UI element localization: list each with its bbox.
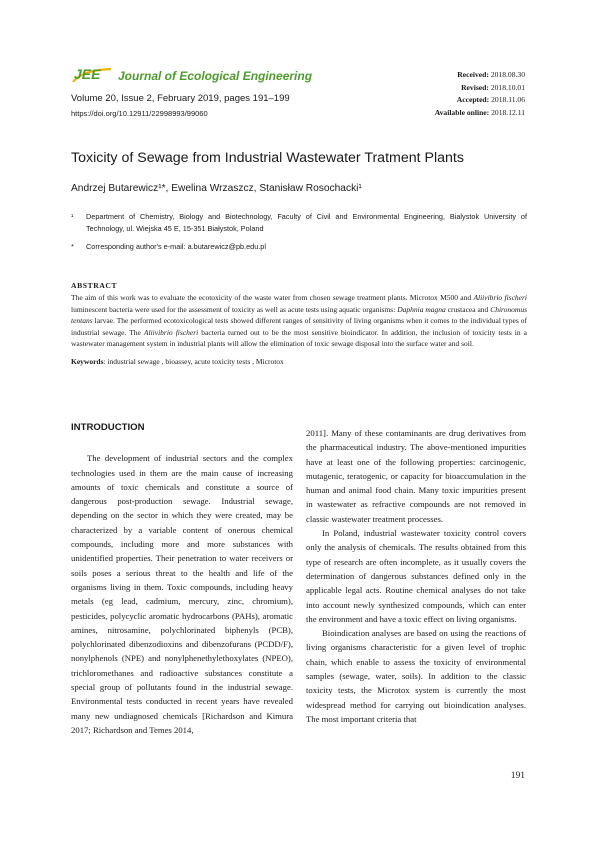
- section-heading-introduction: INTRODUCTION: [71, 422, 145, 433]
- article-title: Toxicity of Sewage from Industrial Wastewater Tratment Plants: [71, 150, 464, 166]
- date-available-online: Available online: 2018.12.11: [434, 107, 525, 117]
- body-paragraph: The development of industrial sectors and the complex technologies used in them are the main cause of increasing amounts of toxic chemicals and constitute a source of dangerous post-production sewage. Industrial sewage, depending on the sector in which they were created, may be characterized by a variable content of onerous chemical compounds, including more and more substances with unidentified properties. Their penetration to water receivers or soils poses a serious threat to the health and life of the organisms living in them. Toxic compounds, including heavy metals (eg lead, cadmium, mercury, zinc, chromium), pesticides, polycyclic aromatic hydrocarbons (PAHs), aromatic amines, nitrosamine, polychlorinated biphenyls (PCB), polychlorinated dibenzodioxins and dibenzofurans (PCDD/F), nonylphenols (NPE) and nonylphenethylethoxylates (NPEO), trichloromethanes and radioactive substances constitute a special group of pollutants found in the industrial sewage. Environmental tests conducted in recent years have revealed many new undiagnosed chemicals [Richardson and Kimura 2017; Richardson and Temes 2014,: [71, 453, 293, 735]
- keywords: Keywords: industrial sewage , bioassey, acute toxicity tests , Microtox: [71, 357, 284, 367]
- article-dates: [435, 69, 525, 119]
- journal-name: Journal of Ecological Engineering: [118, 69, 313, 83]
- corresponding-author: * Corresponding author's e-mail: a.butarewicz@pb.edu.pl: [71, 241, 266, 251]
- body-paragraph: 2011]. Many of these contaminants are drug derivatives from the pharmaceutical industry. The above-mentioned impurities have at least one of the following properties: carcinogenic, mutagenic, teratogenic, or capacity for bioaccumulation in the human and animal food chain. Many toxic impurities present in wastewater as refractive compounds are not removed in classic wastewater treatment processes.: [306, 428, 526, 524]
- author-list: Andrzej Butarewicz¹*, Ewelina Wrzaszcz, Stanisław Rosochacki¹: [71, 183, 362, 194]
- volume-line: Volume 20, Issue 2, February 2019, pages 191–199: [71, 93, 290, 104]
- date-accepted: Accepted: 2018.11.06: [456, 95, 525, 105]
- body-column-left: [71, 421, 293, 737]
- body-paragraph: Bioindication analyses are based on using the reactions of living organisms characteristic for a given level of trophic chain, which enable to assess the toxicity of environmental samples (sewage, water, soils). In addition to the classic toxicity tests, the Microtox system is currently the most widespread method for carrying out bioindication analyses. The most important criteria that: [306, 628, 526, 724]
- page-number: 191: [510, 771, 525, 781]
- journal-header: [71, 64, 525, 124]
- svg-text:JEE: JEE: [74, 66, 101, 82]
- affiliations: [71, 211, 527, 252]
- body-column-right: [306, 426, 526, 726]
- abstract: [71, 280, 527, 368]
- doi-link[interactable]: https://doi.org/10.12911/22998993/99060: [71, 109, 208, 118]
- abstract-text: The aim of this work was to evaluate the ecotoxicity of the waste water from chosen sewage treatment plants. Microtox M500 and Aliivibrio fischeri luminescent bacteria were used for the assessment of toxicity as well as acute tests using aquatic organisms: Daphnia magna crustacea and Chironomus tentans larvae. The performed ecotoxicological tests showed different ranges of sensitivity of living organisms when it comes to the individual types of industrial sewage. The Aliivibrio fischeri bacteria turned out to be the most sensitive bioindicator. In addition, the inclusion of toxicity tests in a wastewater management system in industrial plants will allow the elimination of toxic sewage disposal into the surface water and soil.: [71, 293, 528, 349]
- abstract-heading: ABSTRACT: [71, 281, 118, 290]
- date-revised: Revised: 2018.10.01: [461, 82, 525, 92]
- date-received: Received: 2018.08.30: [457, 70, 525, 79]
- affiliation-1: ¹ Department of Chemistry, Biology and Biotechnology, Faculty of Civil and Environmental Engineering, Bialystok University of Technology, ul. Wiejska 45 E, 15-351 Białystok, Poland: [71, 212, 527, 233]
- body-paragraph: In Poland, industrial wastewater toxicity control covers only the analysis of chemicals. The results obtained from this type of research are often incomplete, as it usually covers the determination of dangerous substances defined only in the applicable legal acts. Routine chemical analyses do not take into account newly synthesized compounds, which can enter the environment and have a toxic effect on living organisms.: [306, 528, 526, 624]
- corresponding-email[interactable]: Corresponding author's e-mail: a.butarewicz@pb.edu.pl: [86, 241, 266, 251]
- journal-logo: [71, 64, 115, 86]
